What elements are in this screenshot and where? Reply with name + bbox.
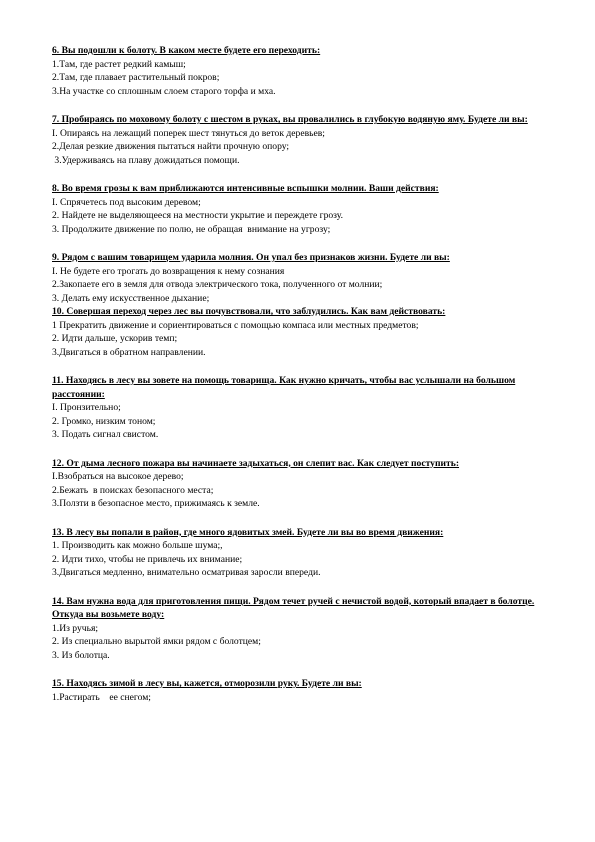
question-title: 10. Совершая переход через лес вы почувствовали, что заблудились. Как вам действовать: bbox=[52, 306, 446, 317]
answer-option: 3.На участке со сплошным слоем старого торфа и мха. bbox=[52, 85, 276, 97]
question-9 bbox=[52, 251, 552, 305]
answer-option: I. Не будете его трогать до возвращения к нему сознания bbox=[52, 265, 285, 277]
answer-option: 2.Там, где плавает растительный покров; bbox=[52, 72, 220, 83]
answer-option: 1.Там, где растет редкий камыш; bbox=[52, 58, 186, 70]
question-title: 7. Пробираясь по моховому болоту с шестом в руках, вы провалились в глубокую водяную яму. Будете ли вы: bbox=[52, 114, 528, 125]
question-title: 6. Вы подошли к болоту. В каком месте будете его переходить: bbox=[52, 45, 321, 56]
question-13 bbox=[52, 526, 552, 580]
answer-option: I. Опираясь на лежащий поперек шест тянуться до веток деревьев; bbox=[52, 127, 325, 139]
question-title: 14. Вам нужна вода для приготовления пищи. Рядом течет ручей с нечистой водой, который впадает в болотце. Откуда вы возьмете воду: bbox=[52, 595, 535, 620]
answer-option: 3.Двигаться медленно, внимательно осматривая заросли впереди. bbox=[52, 567, 321, 578]
answer-option: 2. Найдете не выделяющееся на местности укрытие и переждете грозу. bbox=[52, 210, 343, 221]
answer-option: 3.Удерживаясь на плаву дожидаться помощи. bbox=[52, 154, 240, 166]
answer-option: 1.Из ручья; bbox=[52, 622, 99, 634]
answer-option: 1. Производить как можно больше шума;, bbox=[52, 540, 223, 551]
question-title: 12. От дыма лесного пожара вы начинаете задыхаться, он слепит вас. Как следует поступить: bbox=[52, 457, 460, 469]
question-title: 9. Рядом с вашим товарищем ударила молния. Он упал без признаков жизни. Будете ли вы: bbox=[52, 252, 450, 263]
answer-option: 2. Идти тихо, чтобы не привлечь их внимание; bbox=[52, 553, 243, 565]
question-6 bbox=[52, 44, 552, 98]
question-title: 15. Находясь зимой в лесу вы, кажется, отморозили руку. Будете ли вы: bbox=[52, 678, 362, 689]
question-title: 8. Во время грозы к вам приближаются интенсивные вспышки молнии. Ваши действия: bbox=[52, 183, 439, 194]
answer-option: 3. Делать ему искусственное дыхание; bbox=[52, 292, 210, 304]
answer-option: 2.Делая резкие движения пытаться найти прочную опору; bbox=[52, 141, 290, 152]
answer-option: 2. Громко, низким тоном; bbox=[52, 415, 156, 427]
question-8 bbox=[52, 182, 552, 236]
answer-option: 2.Закопаете его в земля для отвода электрического тока, полученного от молнии; bbox=[52, 279, 383, 290]
question-10 bbox=[52, 305, 552, 359]
answer-option: 2. Из специально вырытой ямки рядом с болотцем; bbox=[52, 636, 261, 647]
answer-option: 3.Двигаться в обратном направлении. bbox=[52, 346, 206, 358]
answer-option: 2.Бежать в поисках безопасного места; bbox=[52, 484, 214, 496]
answer-option: 3. Из болотца. bbox=[52, 649, 110, 661]
question-title: 13. В лесу вы попали в район, где много ядовитых змей. Будете ли вы во время движения: bbox=[52, 526, 444, 538]
answer-option: 3. Продолжите движение по полю, не обращая внимание на угрозу; bbox=[52, 223, 331, 235]
answer-option: 1.Растирать ее снегом; bbox=[52, 691, 151, 703]
question-12 bbox=[52, 457, 552, 511]
question-title: 11. Находясь в лесу вы зовете на помощь товарища. Как нужно кричать, чтобы вас услышали на большом расстоянии: bbox=[52, 375, 516, 400]
answer-option: 3.Ползти в безопасное место, прижимаясь к земле. bbox=[52, 498, 260, 509]
answer-option: 3. Подать сигнал свистом. bbox=[52, 429, 159, 440]
question-11 bbox=[52, 374, 552, 442]
question-15 bbox=[52, 677, 552, 704]
answer-option: 1 Прекратить движение и сориентироваться с помощью компаса или местных предметов; bbox=[52, 319, 419, 331]
question-14 bbox=[52, 595, 552, 663]
answer-option: I. Пронзительно; bbox=[52, 402, 121, 413]
answer-option: I.Взобраться на высокое дерево; bbox=[52, 471, 184, 482]
answer-option: 2. Идти дальше, ускорив темп; bbox=[52, 333, 178, 344]
answer-option: I. Спрячетесь под высоким деревом; bbox=[52, 196, 201, 208]
question-7 bbox=[52, 113, 552, 167]
document-page bbox=[52, 44, 552, 719]
